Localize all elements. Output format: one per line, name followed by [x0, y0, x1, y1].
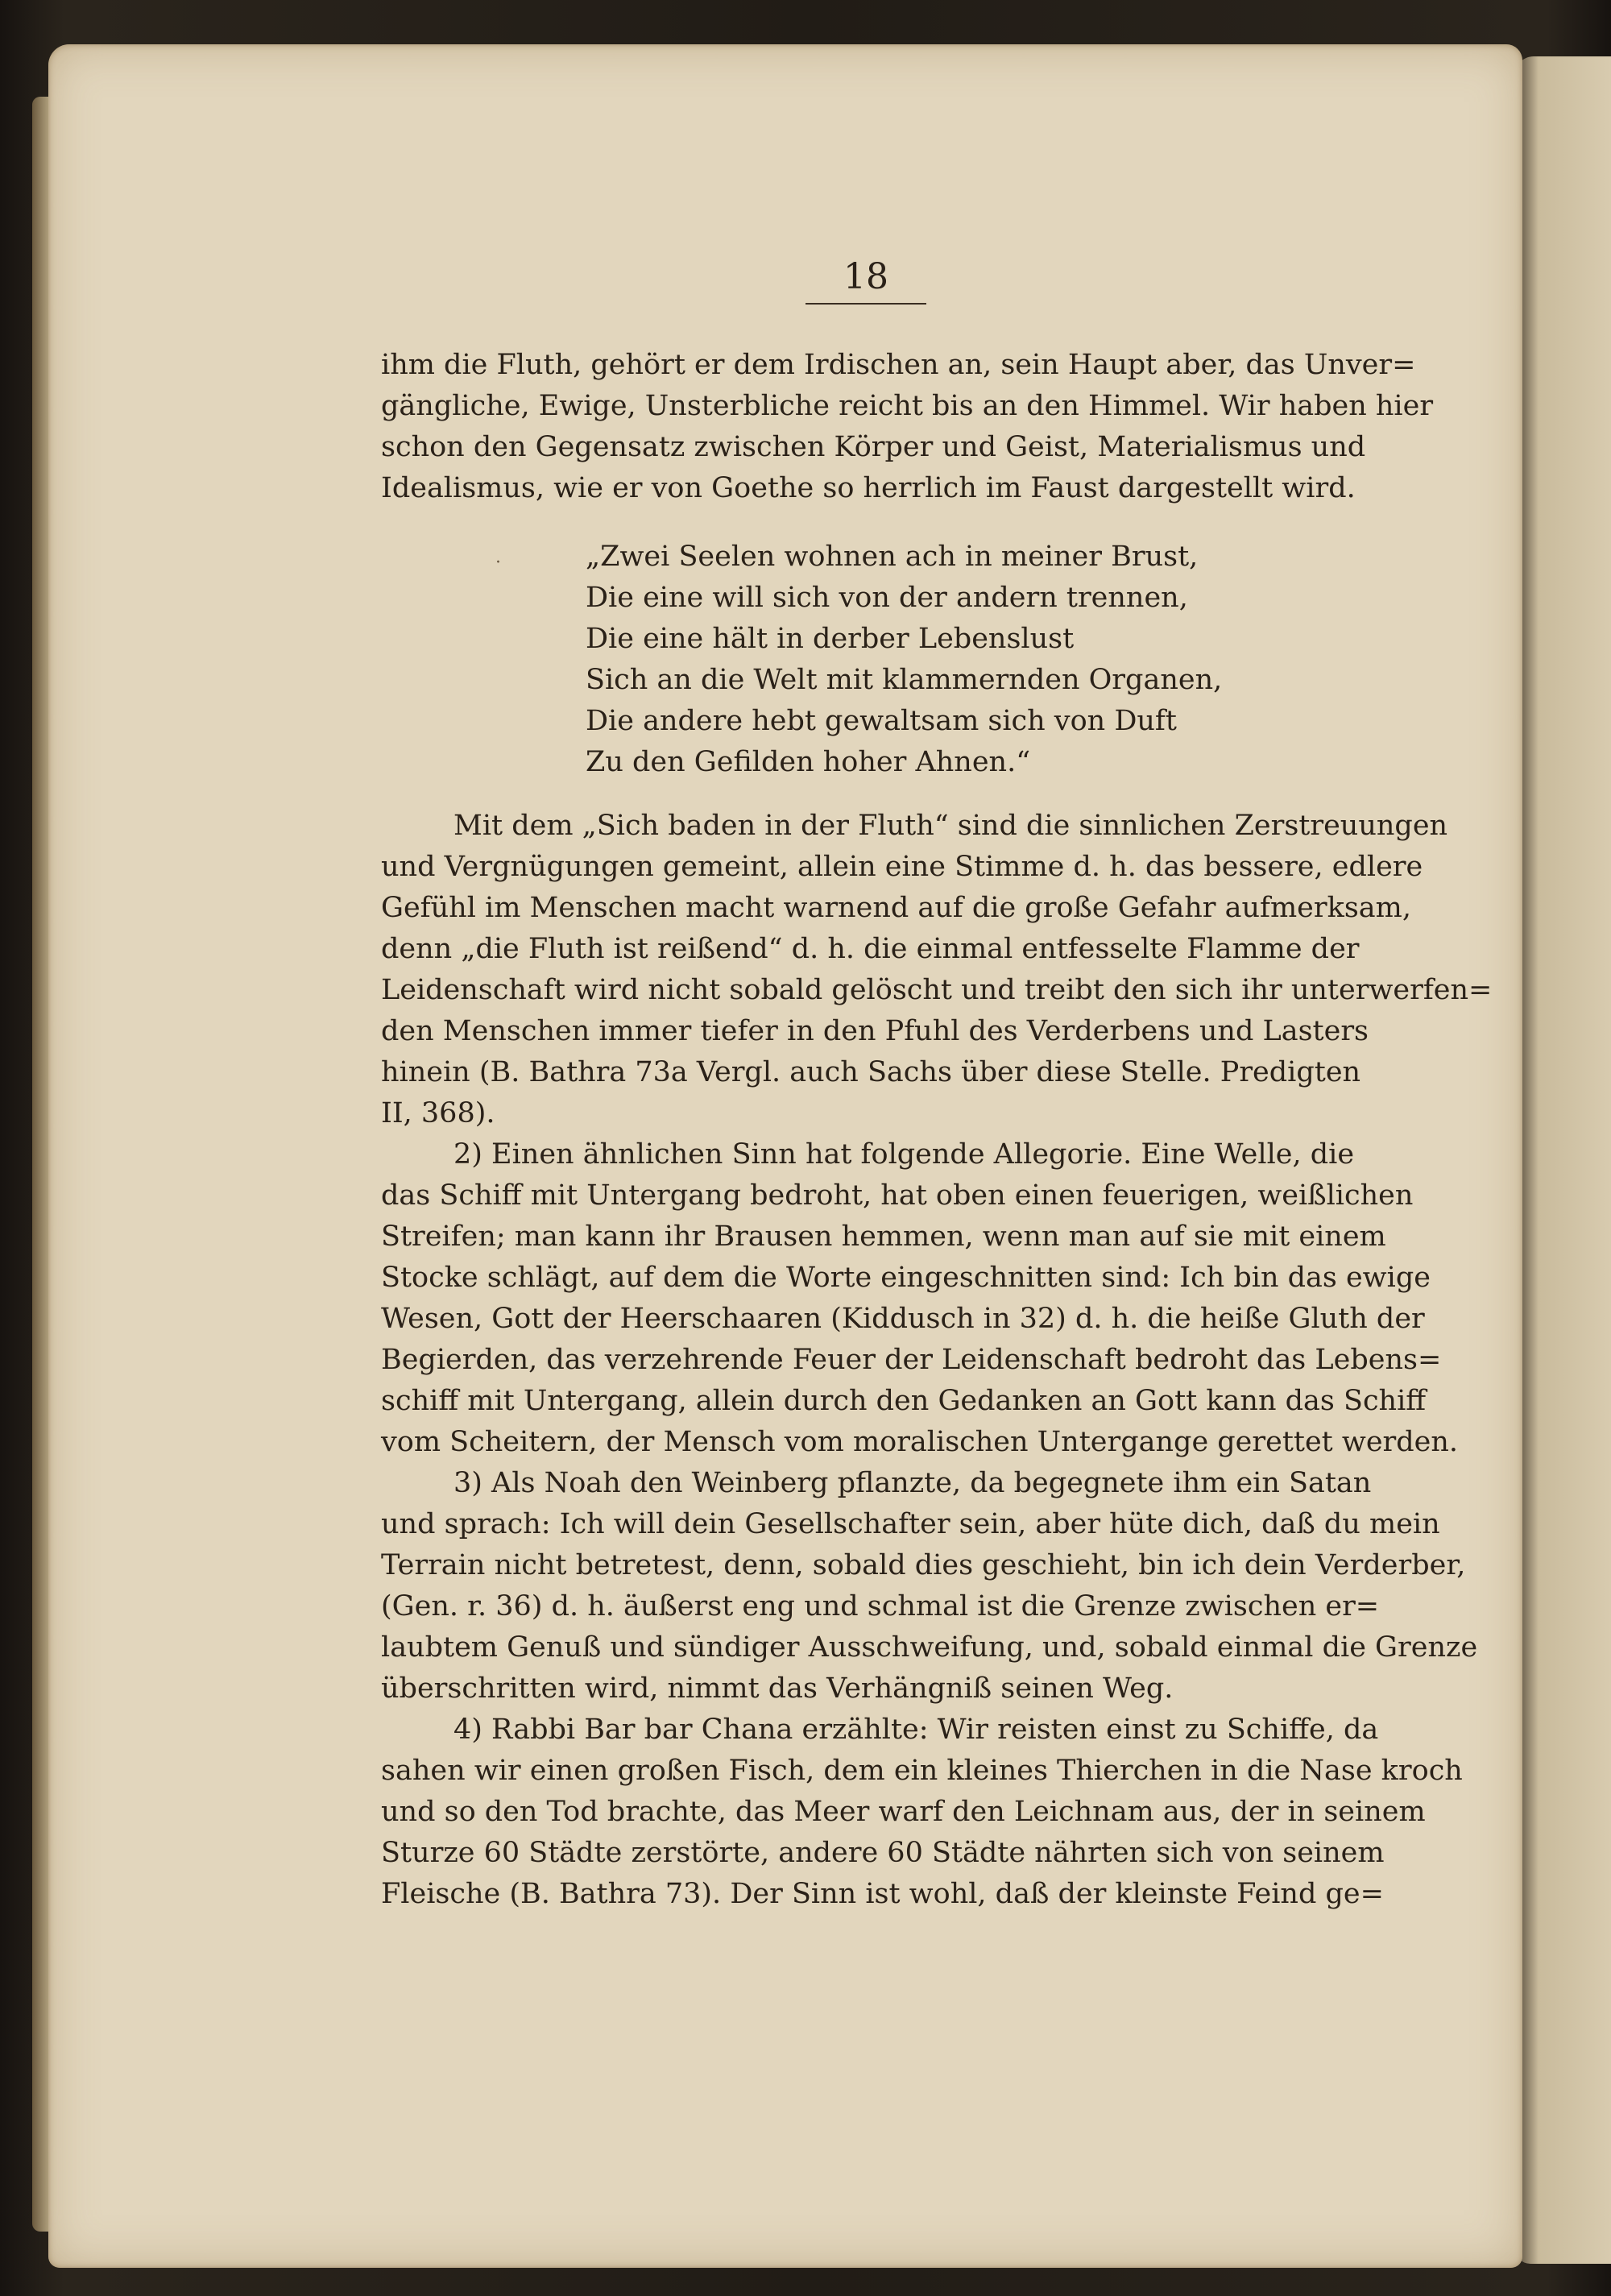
text-line: Fleische (B. Bathra 73). Der Sinn ist wohl, daß der kleinste Feind ge=	[381, 1878, 1384, 1910]
verse-line: Zu den Gefilden hoher Ahnen.“	[586, 746, 1031, 778]
text-line: Begierden, das verzehrende Feuer der Leidenschaft bedroht das Lebens=	[381, 1344, 1442, 1376]
text-line: das Schiff mit Untergang bedroht, hat oben einen feuerigen, weißlichen	[381, 1179, 1414, 1212]
text-line: 4) Rabbi Bar bar Chana erzählte: Wir reisten einst zu Schiffe, da	[453, 1714, 1379, 1746]
text-line: Mit dem „Sich baden in der Fluth“ sind die sinnlichen Zerstreuungen	[453, 810, 1448, 842]
text-line: schon den Gegensatz zwischen Körper und Geist, Materialismus und	[381, 431, 1366, 463]
text-line: Terrain nicht betretest, denn, sobald dies geschieht, bin ich dein Verderber,	[381, 1549, 1466, 1581]
intro-paragraph	[381, 345, 1434, 509]
text-line: überschritten wird, nimmt das Verhängniß seinen Weg.	[381, 1672, 1174, 1705]
page-number-rule	[806, 303, 926, 305]
text-line: den Menschen immer tiefer in den Pfuhl des Verderbens und Lasters	[381, 1015, 1369, 1047]
text-line: und so den Tod brachte, das Meer warf den Leichnam aus, der in seinem	[381, 1796, 1426, 1828]
text-line: ihm die Fluth, gehört er dem Irdischen an, sein Haupt aber, das Unver=	[381, 349, 1416, 381]
text-line: Streifen; man kann ihr Brausen hemmen, wenn man auf sie mit einem	[381, 1221, 1386, 1253]
verse-line: Die eine hält in derber Lebenslust	[586, 623, 1075, 655]
text-line: und sprach: Ich will dein Gesellschafter sein, aber hüte dich, daß du mein	[381, 1508, 1440, 1540]
text-line: Idealismus, wie er von Goethe so herrlich im Faust dargestellt wird.	[381, 472, 1356, 504]
text-line: Stocke schlägt, auf dem die Worte eingeschnitten sind: Ich bin das ewige	[381, 1262, 1431, 1294]
facing-page-edge	[1514, 56, 1611, 2264]
text-line: hinein (B. Bathra 73a Vergl. auch Sachs über diese Stelle. Predigten	[381, 1056, 1361, 1088]
text-line: Wesen, Gott der Heerschaaren (Kiddusch in 32) d. h. die heiße Gluth der	[381, 1303, 1425, 1335]
text-line: sahen wir einen großen Fisch, dem ein kleines Thierchen in die Nase kroch	[381, 1755, 1463, 1787]
page-number: 18	[843, 256, 888, 297]
text-line: schiff mit Untergang, allein durch den Gedanken an Gott kann das Schiff	[381, 1385, 1427, 1417]
verse-line: Die eine will sich von der andern trennen,	[586, 582, 1188, 614]
goethe-quote	[586, 537, 1230, 783]
body-text	[381, 806, 1493, 1915]
text-line: 2) Einen ähnlichen Sinn hat folgende Allegorie. Eine Welle, die	[453, 1138, 1355, 1171]
text-line: gängliche, Ewige, Unsterbliche reicht bis an den Himmel. Wir haben hier	[381, 390, 1434, 422]
text-line: (Gen. r. 36) d. h. äußerst eng und schmal ist die Grenze zwischen er=	[381, 1590, 1380, 1623]
text-line: Sturze 60 Städte zerstörte, andere 60 Städte nährten sich von seinem	[381, 1837, 1385, 1869]
text-line: und Vergnügungen gemeint, allein eine Stimme d. h. das bessere, edlere	[381, 851, 1423, 883]
verse-mark: ·	[495, 553, 501, 573]
text-line: Leidenschaft wird nicht sobald gelöscht und treibt den sich ihr unterwerfen=	[381, 974, 1493, 1006]
text-line: laubtem Genuß und sündiger Ausschweifung, und, sobald einmal die Grenze	[381, 1631, 1478, 1664]
text-line: vom Scheitern, der Mensch vom moralischen Untergange gerettet werden.	[381, 1426, 1459, 1458]
verse-line: Sich an die Welt mit klammernden Organen,	[586, 664, 1223, 696]
verse-line: „Zwei Seelen wohnen ach in meiner Brust,	[586, 541, 1199, 573]
text-line: denn „die Fluth ist reißend“ d. h. die einmal entfesselte Flamme der	[381, 933, 1360, 965]
verse-line: Die andere hebt gewaltsam sich von Duft	[586, 705, 1177, 737]
text-line: Gefühl im Menschen macht warnend auf die große Gefahr aufmerksam,	[381, 892, 1411, 924]
text-line: II, 368).	[381, 1097, 495, 1129]
text-line: 3) Als Noah den Weinberg pflanzte, da begegnete ihm ein Satan	[453, 1467, 1372, 1499]
